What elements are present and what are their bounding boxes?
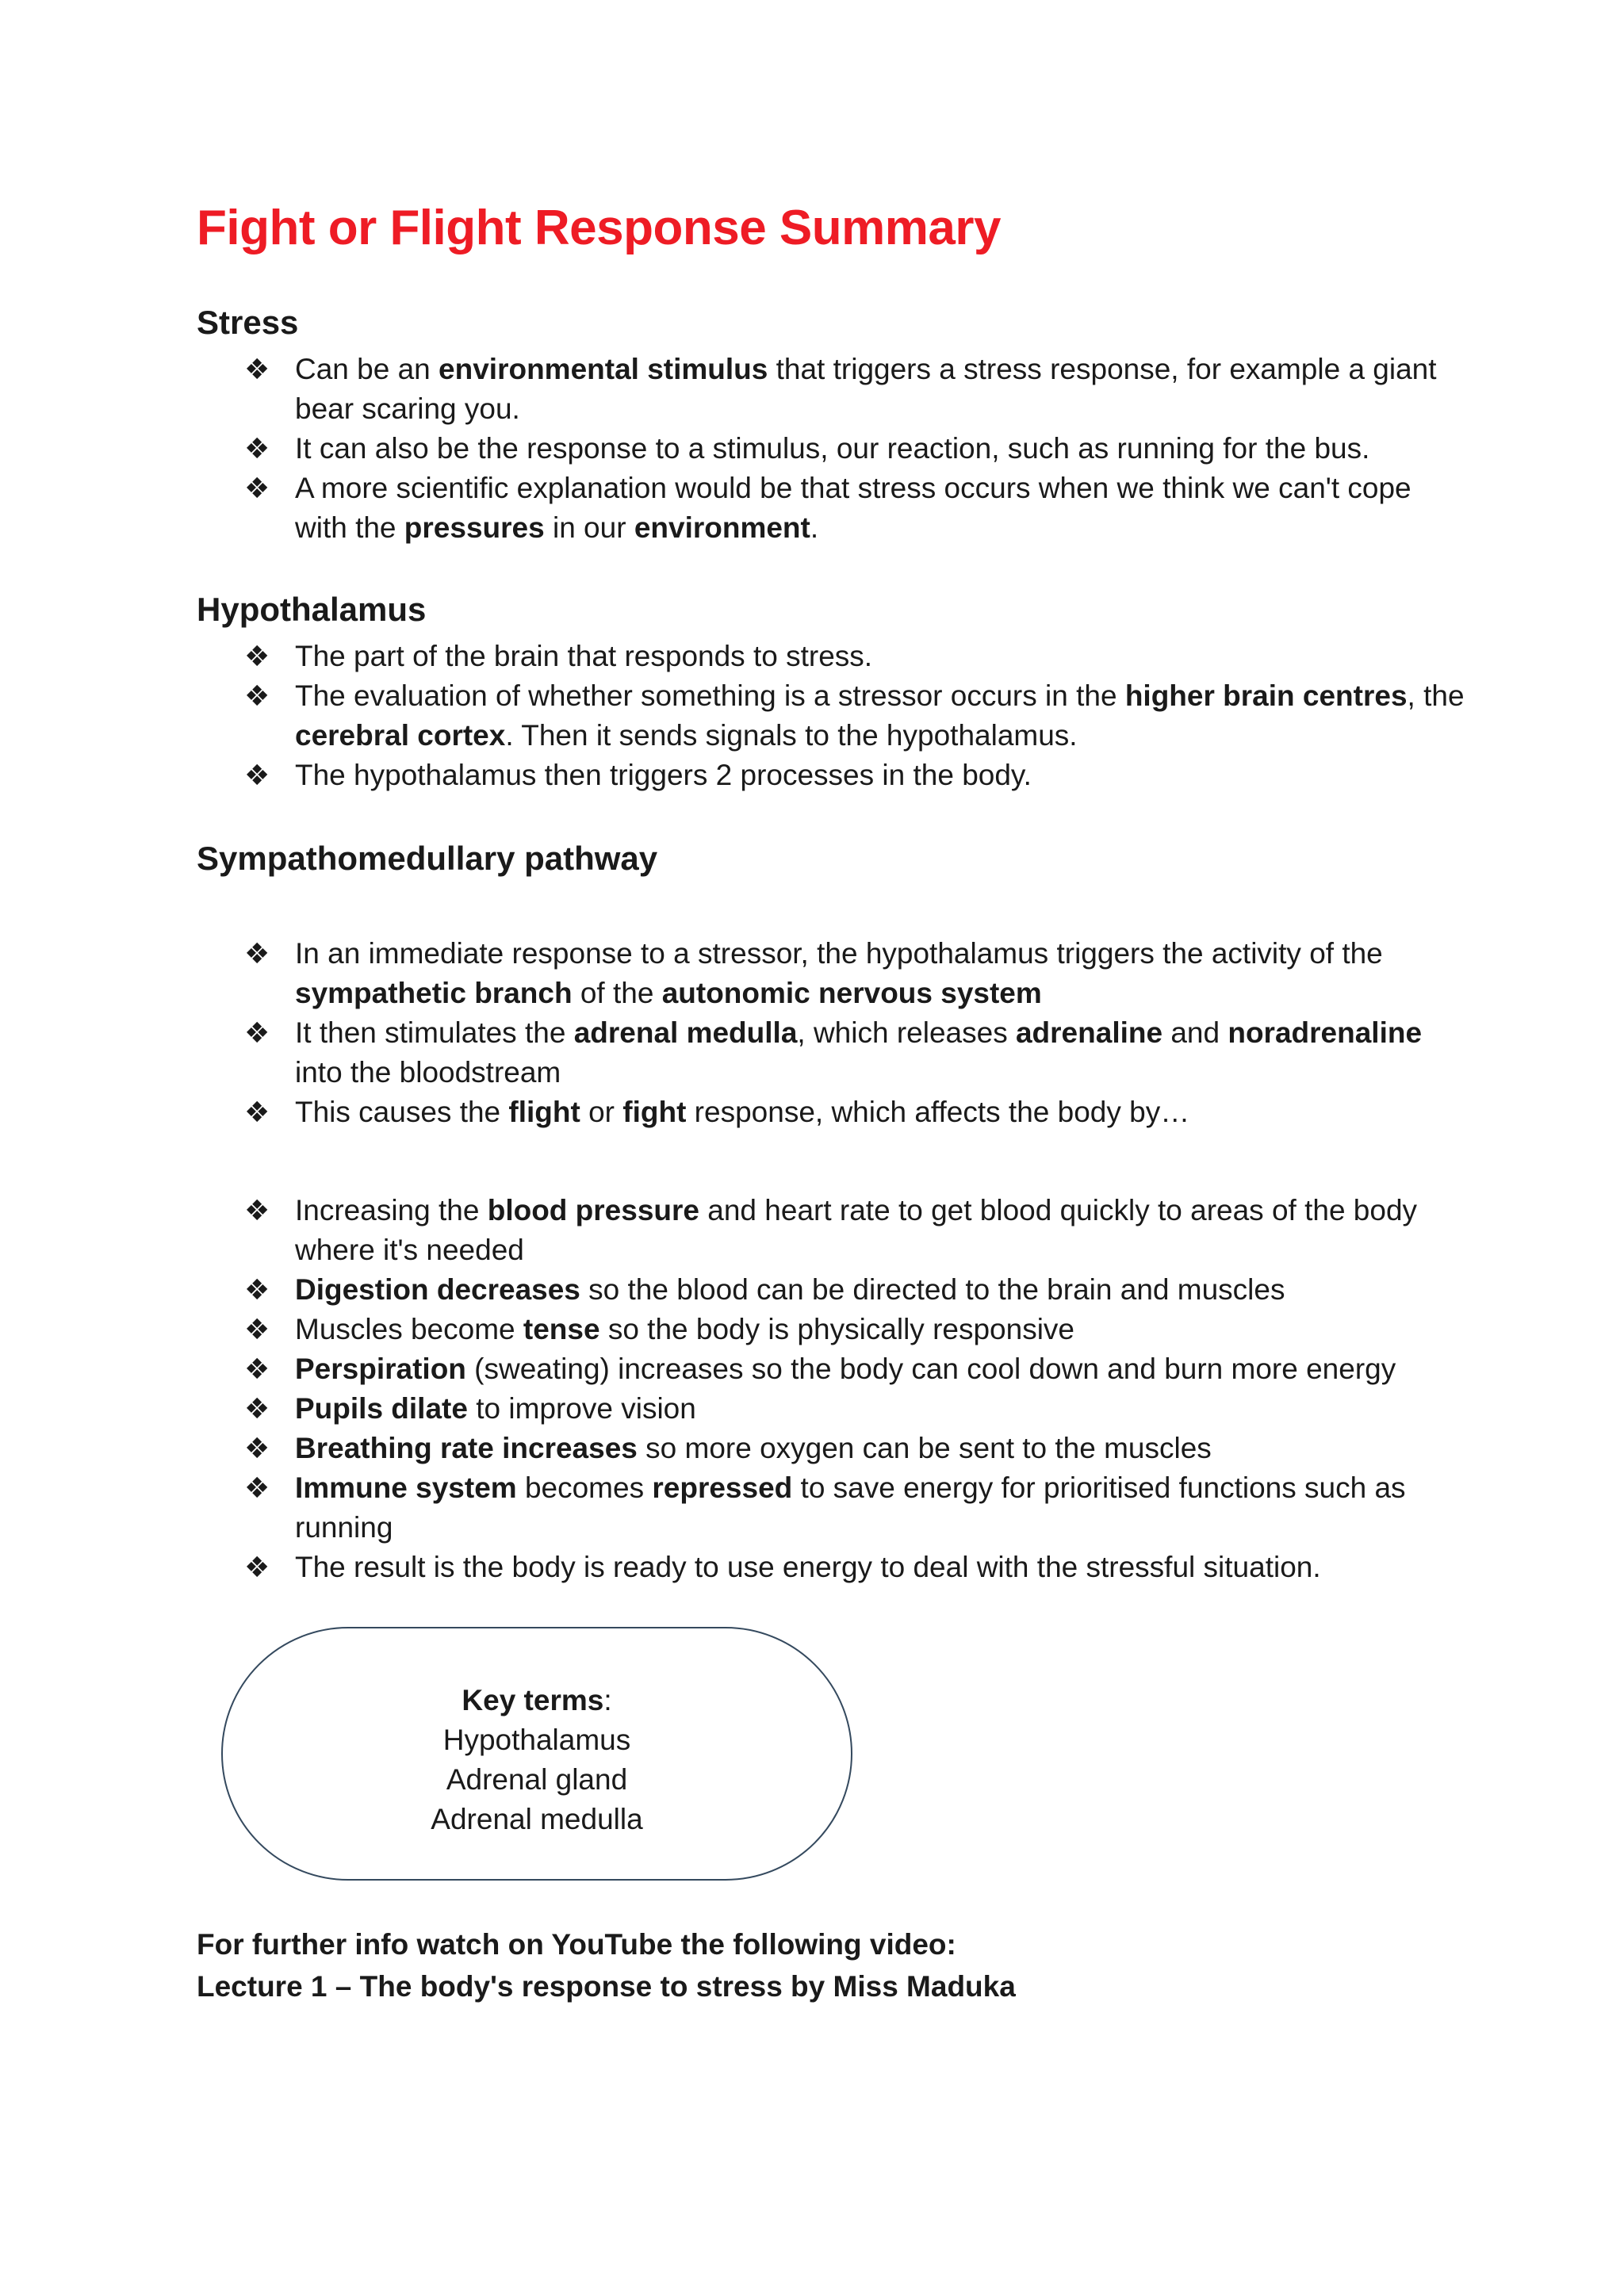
diamond-bullet-icon: ❖ [244,1194,270,1226]
text-run: so the blood can be directed to the brain and muscles [580,1273,1285,1306]
bold-term: flight [508,1096,580,1128]
text-run: A more scientific explanation would be that stress occurs when we think we can't cope with the [295,472,1411,544]
key-term: Adrenal medulla [431,1803,643,1835]
text-run: (sweating) increases so the body can cool down and burn more energy [465,1353,1396,1385]
list-item [244,1548,1465,1587]
bold-term: fight [622,1096,687,1128]
bold-term: environment [634,511,810,544]
text-run: It can also be the response to a stimulus, our reaction, such as running for the bus. [295,432,1370,465]
further-info [197,1923,1016,2007]
bold-term: environmental stimulus [439,353,768,385]
list-item [244,429,1465,469]
bold-term: sympathetic branch [295,977,573,1009]
page-title: Fight or Flight Response Summary [197,201,1001,255]
list-item [244,1013,1465,1093]
text-run: , the [1407,679,1465,712]
diamond-bullet-icon: ❖ [244,1016,270,1049]
text-run: and [1162,1016,1228,1049]
stress-list [244,350,1465,548]
bold-term: adrenal medulla [573,1016,798,1049]
diamond-bullet-icon: ❖ [244,640,270,672]
list-item [244,1349,1465,1389]
text-run: Can be an [295,353,439,385]
further-info-line: For further info watch on YouTube the following video: [197,1928,956,1961]
list-item [244,1270,1465,1310]
text-run: . Then it sends signals to the hypothalamus. [505,719,1078,752]
key-terms-label: Key terms [462,1684,604,1716]
text-run: response, which affects the body by… [686,1096,1190,1128]
diamond-bullet-icon: ❖ [244,1471,270,1504]
diamond-bullet-icon: ❖ [244,759,270,791]
key-terms-box [221,1627,852,1881]
bold-term: cerebral cortex [295,719,506,752]
list-item [244,1429,1465,1468]
effects-list [244,1191,1465,1587]
sympathomedullary-list [244,934,1465,1132]
diamond-bullet-icon: ❖ [244,1273,270,1306]
list-item [244,469,1465,548]
diamond-bullet-icon: ❖ [244,1551,270,1583]
video-title: Lecture 1 – The body's response to stress by Miss Maduka [197,1970,1016,2003]
key-term: Hypothalamus [442,1724,631,1756]
bold-term: tense [523,1313,600,1345]
text-run: , which releases [797,1016,1016,1049]
list-item [244,756,1465,795]
bold-term: autonomic nervous system [661,977,1042,1009]
list-item [244,676,1465,756]
key-terms-heading [223,1681,851,1720]
bold-term: Breathing rate increases [295,1432,638,1464]
bold-term: Immune system [295,1471,517,1504]
diamond-bullet-icon: ❖ [244,1392,270,1425]
list-item [244,637,1465,676]
diamond-bullet-icon: ❖ [244,937,270,970]
list-item [244,934,1465,1013]
bold-term: Perspiration [295,1353,466,1385]
list-item [244,350,1465,429]
text-run: The hypothalamus then triggers 2 processes in the body. [295,759,1032,791]
diamond-bullet-icon: ❖ [244,1096,270,1128]
list-item [244,1310,1465,1349]
bold-term: pressures [404,511,545,544]
diamond-bullet-icon: ❖ [244,353,270,385]
text-run: This causes the [295,1096,509,1128]
text-run: The evaluation of whether something is a stressor occurs in the [295,679,1125,712]
diamond-bullet-icon: ❖ [244,1313,270,1345]
diamond-bullet-icon: ❖ [244,1353,270,1385]
diamond-bullet-icon: ❖ [244,432,270,465]
text-run: Muscles become [295,1313,523,1345]
text-run: Increasing the [295,1194,488,1226]
diamond-bullet-icon: ❖ [244,472,270,504]
bold-term: Digestion decreases [295,1273,580,1306]
list-item [244,1093,1465,1132]
text-run: so more oxygen can be sent to the muscles [637,1432,1212,1464]
key-term: Adrenal gland [446,1763,628,1796]
text-run: or [580,1096,623,1128]
text-run: It then stimulates the [295,1016,574,1049]
list-item [244,1191,1465,1270]
text-run: in our [544,511,634,544]
key-terms-colon: : [603,1684,612,1716]
text-run: and heart rate to get blood quickly to areas of the body where it's needed [295,1194,1418,1266]
text-run: . [810,511,819,544]
text-run: The result is the body is ready to use energy to deal with the stressful situation. [295,1551,1321,1583]
hypothalamus-list [244,637,1465,795]
section-heading-sympathomedullary: Sympathomedullary pathway [197,840,658,877]
list-item [244,1389,1465,1429]
list-item [244,1468,1465,1548]
text-run: that triggers a stress response, for example a giant bear scaring you. [295,353,1437,425]
text-run: so the body is physically responsive [599,1313,1075,1345]
bold-term: blood pressure [487,1194,699,1226]
text-run: becomes [516,1471,653,1504]
section-heading-stress: Stress [197,304,299,341]
diamond-bullet-icon: ❖ [244,1432,270,1464]
bold-term: noradrenaline [1228,1016,1423,1049]
bold-term: adrenaline [1015,1016,1163,1049]
section-heading-hypothalamus: Hypothalamus [197,591,427,628]
text-run: In an immediate response to a stressor, the hypothalamus triggers the activity of the [295,937,1383,970]
bold-term: repressed [652,1471,793,1504]
bold-term: Pupils dilate [295,1392,468,1425]
text-run: into the bloodstream [295,1056,561,1089]
text-run: to save energy for prioritised functions such as running [295,1471,1406,1544]
bold-term: higher brain centres [1124,679,1408,712]
text-run: to improve vision [467,1392,696,1425]
text-run: The part of the brain that responds to stress. [295,640,873,672]
text-run: of the [572,977,662,1009]
diamond-bullet-icon: ❖ [244,679,270,712]
